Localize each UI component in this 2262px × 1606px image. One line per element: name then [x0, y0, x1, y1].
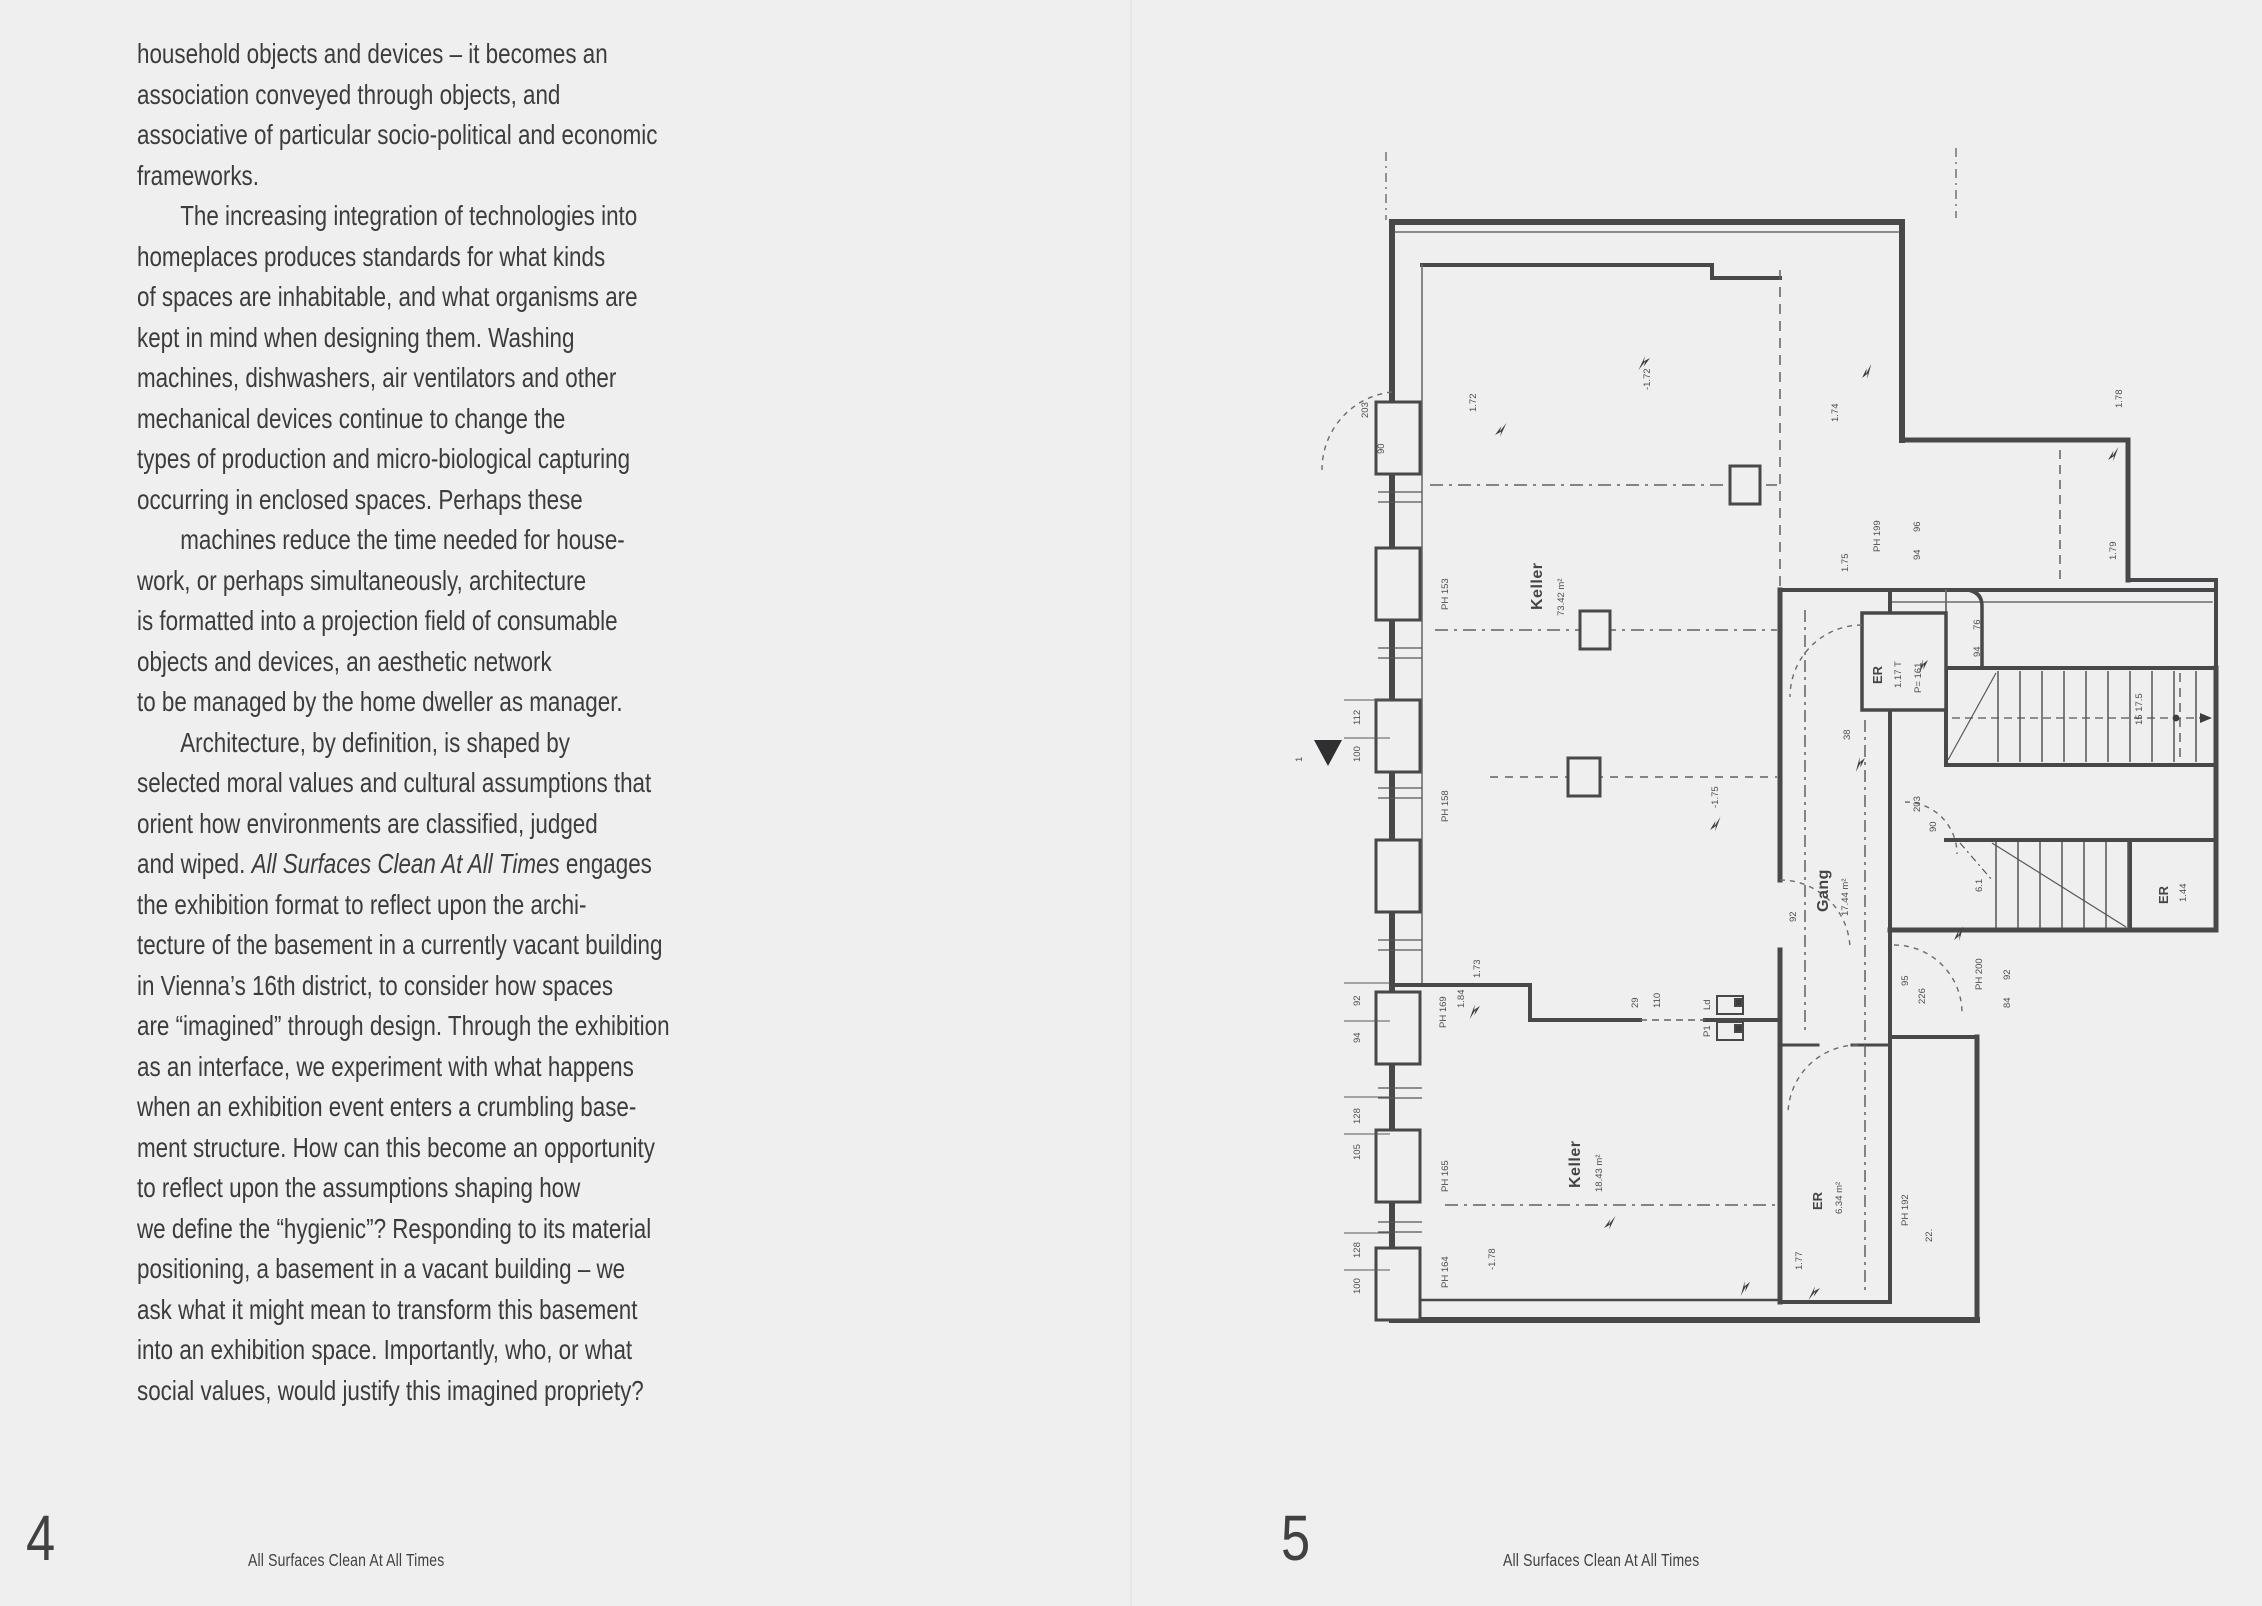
- dim-label: PH 192: [1900, 1194, 1911, 1226]
- book-title-italic: All Surfaces Clean At All Times: [251, 848, 560, 879]
- text-line: objects and devices, an aesthetic network: [137, 645, 552, 677]
- er-room-outline: [1862, 613, 1946, 710]
- dim-label: 203: [1912, 796, 1923, 812]
- floor-plan: [1280, 140, 2262, 1346]
- dim-label: PH 158: [1440, 790, 1451, 822]
- room-label: Keller: [1529, 562, 1546, 610]
- entrance-marker-label: 1: [1294, 756, 1305, 762]
- text-line: is formatted into a projection field of consumable: [137, 605, 618, 636]
- text-line: work, or perhaps simultaneously, architecture: [137, 564, 587, 596]
- text-line: The increasing integration of technologies into: [180, 200, 638, 231]
- dash-dot-lines: [1430, 270, 2180, 1290]
- dim-label: 84: [2002, 997, 2013, 1008]
- room-area: 18.43 m²: [1594, 1154, 1605, 1192]
- dim-label: -1.75: [1710, 786, 1721, 808]
- dim-label: 105: [1352, 1144, 1363, 1160]
- dim-label: 1.72: [1468, 393, 1479, 412]
- dim-label: PH 169: [1438, 996, 1449, 1028]
- text-line: the exhibition format to reflect upon the archi-: [137, 888, 587, 920]
- page-number-right: 5: [1281, 1502, 1311, 1574]
- dim-label: 203: [1360, 402, 1371, 418]
- text-segment: and wiped.: [137, 848, 252, 879]
- bolt-icon: [1805, 1285, 1823, 1300]
- room-dim: 1.17 T: [1893, 661, 1904, 688]
- text-line: into an exhibition space. Importantly, who, or what: [137, 1334, 633, 1365]
- text-line: we define the “hygienic”? Responding to its material: [137, 1212, 652, 1244]
- dim-label: 94: [1912, 549, 1923, 560]
- dim-label: 29: [1630, 997, 1641, 1008]
- text-line: positioning, a basement in a vacant building – we: [137, 1253, 626, 1284]
- dim-label: 95: [1900, 975, 1911, 986]
- text-line: [137, 844, 697, 885]
- bolt-icons: [1465, 355, 2123, 1300]
- dim-label: 6.1: [1974, 878, 1985, 892]
- dim-label: 90: [1928, 821, 1939, 832]
- text-line: in Vienna’s 16th district, to consider how spaces: [137, 969, 614, 1001]
- room-area: 73.42 m²: [1556, 578, 1567, 616]
- dim-label: 92: [1788, 911, 1799, 922]
- dim-label: 112: [1352, 709, 1363, 725]
- room-label: Keller: [1567, 1140, 1584, 1188]
- dim-label: 128: [1352, 1108, 1363, 1124]
- bolt-icon: [1601, 1216, 1619, 1231]
- column-squares: [1568, 466, 1760, 796]
- page-number-left: 4: [26, 1502, 56, 1574]
- dim-label: 15 17.5: [2134, 693, 2145, 725]
- text-line: machines, dishwashers, air ventilators and other: [137, 362, 617, 393]
- bolt-icon: [2105, 447, 2123, 463]
- bolt-icon: [1707, 817, 1725, 833]
- body-text-column: [137, 34, 697, 1411]
- dim-label: 128: [1352, 1242, 1363, 1258]
- dim-label: 1.79: [2108, 541, 2119, 560]
- text-line: are “imagined” through design. Through the exhibition: [137, 1010, 670, 1041]
- dim-label: 1.74: [1830, 403, 1841, 422]
- dim-label: 100: [1352, 746, 1363, 762]
- dim-label: -1.72: [1642, 368, 1653, 390]
- room-label: ER: [1810, 1191, 1825, 1210]
- dim-label: 94: [1972, 646, 1983, 657]
- dim-label: 92: [2002, 969, 2013, 980]
- dim-label: 90: [1376, 443, 1387, 454]
- entrance-marker-icon: [1314, 740, 1342, 766]
- dim-label: 1.75: [1840, 553, 1851, 572]
- text-line: associative of particular socio-political and economic: [137, 119, 658, 150]
- room-label: Gang: [1815, 869, 1832, 912]
- bolt-icon: [1858, 364, 1876, 381]
- dim-label: 1.77: [1794, 1251, 1805, 1270]
- dim-label: PH 153: [1440, 578, 1451, 610]
- room-label: ER: [1870, 665, 1885, 684]
- room-dim: 1.44: [2178, 883, 2189, 902]
- text-line: machines reduce the time needed for house-: [180, 524, 625, 555]
- text-line: household objects and devices – it becomes an: [137, 38, 608, 69]
- dim-label: 96: [1912, 521, 1923, 532]
- text-line: selected moral values and cultural assumptions that: [137, 767, 652, 798]
- text-line: Architecture, by definition, is shaped by: [180, 726, 570, 758]
- running-footer-right: All Surfaces Clean At All Times: [1503, 1550, 1700, 1570]
- property-lines: [1386, 148, 1956, 220]
- dim-label: P1: [1702, 1025, 1713, 1037]
- dim-label: 76: [1972, 619, 1983, 630]
- dim-label: 226: [1917, 988, 1928, 1004]
- dim-label: 1.84: [1456, 989, 1467, 1008]
- bolt-icon: [1465, 1003, 1483, 1019]
- room-area: 17.44 m²: [1840, 878, 1851, 916]
- room-dim: P= 161: [1913, 662, 1924, 693]
- text-segment: engages: [559, 848, 652, 879]
- text-line: homeplaces produces standards for what kinds: [137, 240, 606, 272]
- dim-label: PH 200: [1974, 958, 1985, 990]
- dim-label: -1.78: [1487, 1248, 1498, 1270]
- text-line: ask what it might mean to transform this basement: [137, 1293, 638, 1325]
- dim-label: PH 165: [1440, 1160, 1451, 1192]
- walls: [1392, 222, 2216, 1320]
- text-line: mechanical devices continue to change the: [137, 402, 566, 434]
- dim-label: 94: [1352, 1032, 1363, 1043]
- text-line: social values, would justify this imagined propriety?: [137, 1374, 644, 1406]
- text-line: types of production and micro-biological capturing: [137, 443, 631, 474]
- room-label: ER: [2156, 885, 2171, 904]
- dim-label: 100: [1352, 1278, 1363, 1294]
- text-line: as an interface, we experiment with what happens: [137, 1050, 634, 1082]
- text-line: frameworks.: [137, 159, 259, 191]
- text-line: ment structure. How can this become an opportunity: [137, 1131, 655, 1163]
- bolt-icon: [1735, 1279, 1753, 1296]
- dim-label: 22.: [1924, 1228, 1935, 1242]
- staircase: [1948, 671, 2212, 928]
- bolt-icon: [1635, 355, 1653, 370]
- text-line: tecture of the basement in a currently vacant building: [137, 929, 663, 960]
- dim-label: Ld: [1702, 999, 1713, 1010]
- bolt-icon: [1492, 423, 1510, 438]
- dim-label: PH 199: [1872, 520, 1883, 552]
- page-gutter: [1130, 0, 1132, 1606]
- text-line: of spaces are inhabitable, and what organisms are: [137, 281, 638, 312]
- dim-label: 110: [1652, 992, 1663, 1008]
- room-area: 6.34 m²: [1834, 1181, 1845, 1214]
- dim-label: 1.78: [2114, 389, 2125, 408]
- dim-label: 38: [1842, 729, 1853, 740]
- room-labels: [1529, 563, 2189, 1214]
- text-line: when an exhibition event enters a crumbling base-: [137, 1091, 637, 1122]
- text-line: to reflect upon the assumptions shaping how: [137, 1172, 581, 1203]
- bolt-icon: [1850, 755, 1868, 772]
- text-line: occurring in enclosed spaces. Perhaps these: [137, 483, 583, 515]
- text-line: to be managed by the home dweller as manager.: [137, 686, 623, 717]
- left-wall-pillars: [1376, 402, 1420, 1320]
- running-footer-left: All Surfaces Clean At All Times: [248, 1550, 445, 1570]
- text-line: kept in mind when designing them. Washing: [137, 321, 575, 353]
- text-line: orient how environments are classified, judged: [137, 807, 598, 839]
- dim-label: PH 164: [1440, 1256, 1451, 1288]
- dim-label: 92: [1352, 995, 1363, 1006]
- text-line: association conveyed through objects, and: [137, 78, 561, 110]
- dim-label: 1.73: [1472, 959, 1483, 978]
